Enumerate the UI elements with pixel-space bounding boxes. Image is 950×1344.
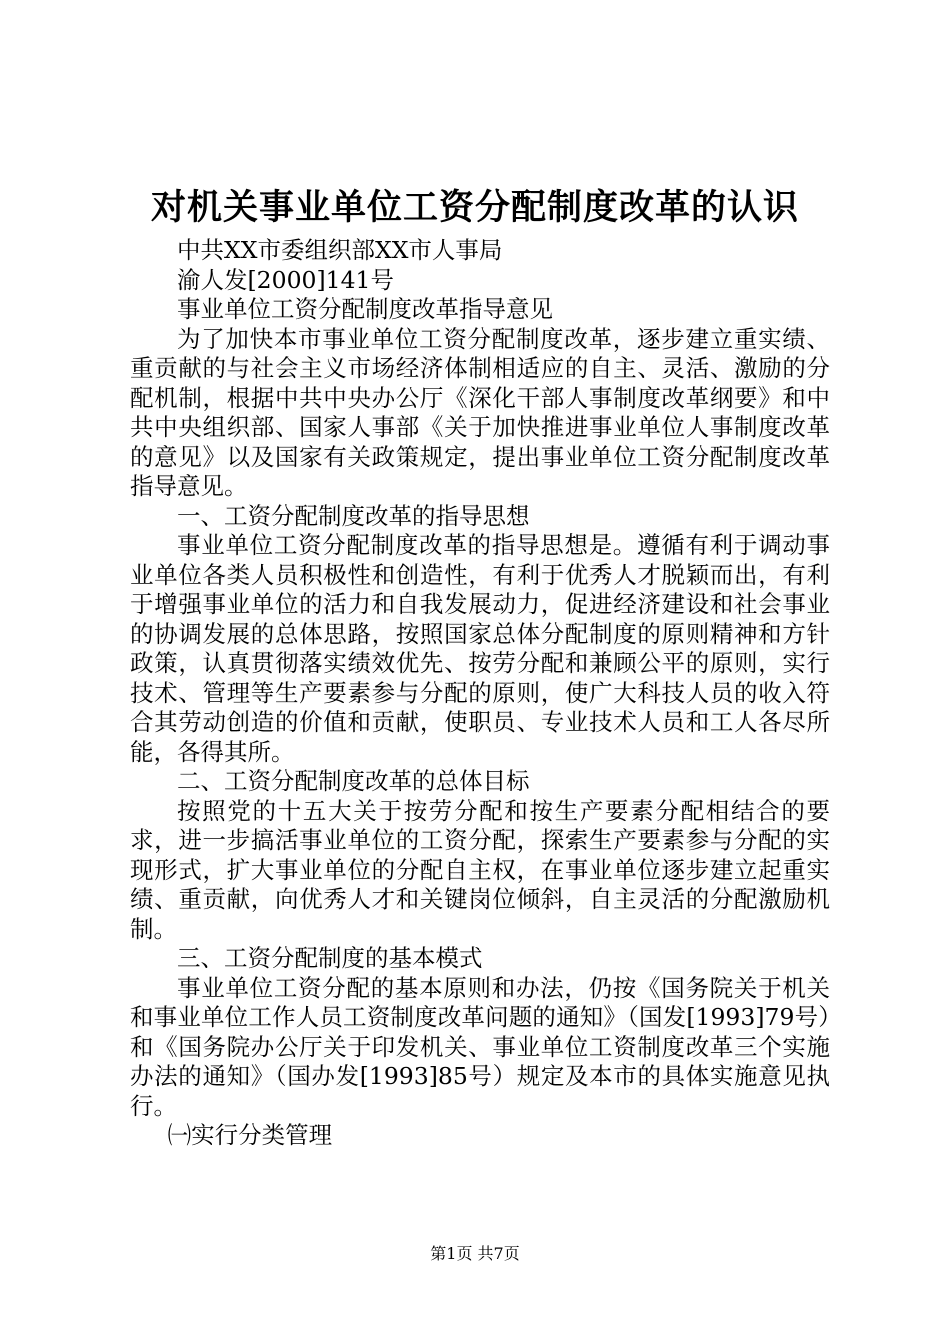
document-subject: 事业单位工资分配制度改革指导意见 (177, 295, 553, 323)
document-body (130, 236, 830, 1151)
section-3-paragraph: 事业单位工资分配的基本原则和办法，仍按《国务院关于机关和事业单位工作人员工资制度改革问题的通知》（国发[1993]79号）和《国务院办公厅关于印发机关、事业单位工资制度改革三个实施办法的通知》（国办发[1993]85号）规定及本市的具体实施意见执行。 (130, 973, 830, 1120)
section-1-heading: 一、工资分配制度改革的指导思想 (177, 501, 530, 530)
section-2-heading: 二、工资分配制度改革的总体目标 (177, 767, 530, 795)
section-2-paragraph: 按照党的十五大关于按劳分配和按生产要素分配相结合的要求，进一步搞活事业单位的工资分配，探索生产要素参与分配的实现形式，扩大事业单位的分配自主权，在事业单位逐步建立起重实绩、重贡献，向优秀人才和关键岗位倾斜，自主灵活的分配激励机制。 (130, 796, 830, 943)
section-1-paragraph: 事业单位工资分配制度改革的指导思想是。遵循有利于调动事业单位各类人员积极性和创造性，有利于优秀人才脱颖而出，有利于增强事业单位的活力和自我发展动力，促进经济建设和社会事业的协调发展的总体思路，按照国家总体分配制度的原则精神和方针政策，认真贯彻落实绩效优先、按劳分配和兼顾公平的原则，实行技术、管理等生产要素参与分配的原则，使广大科技人员的收入符合其劳动创造的价值和贡献，使职员、专业技术人员和工人各尽所能，各得其所。 (130, 531, 830, 766)
issuer-line: 中共XX市委组织部XX市人事局 (177, 236, 503, 264)
document-title: 对机关事业单位工资分配制度改革的认识 (150, 187, 799, 228)
page-number-footer: 第1页 共7页 (430, 1244, 520, 1263)
intro-paragraph: 为了加快本市事业单位工资分配制度改革，逐步建立重实绩、重贡献的与社会主义市场经济体制相适应的自主、灵活、激励的分配机制，根据中共中央办公厅《深化干部人事制度改革纲要》和中共中央组织部、国家人事部《关于加快推进事业单位人事制度改革的意见》以及国家有关政策规定，提出事业单位工资分配制度改革指导意见。 (130, 324, 830, 500)
subsection-1-heading: ㈠实行分类管理 (167, 1121, 333, 1149)
document-number: 渝人发[2000]141号 (177, 265, 394, 294)
section-3-heading: 三、工资分配制度的基本模式 (177, 944, 483, 972)
